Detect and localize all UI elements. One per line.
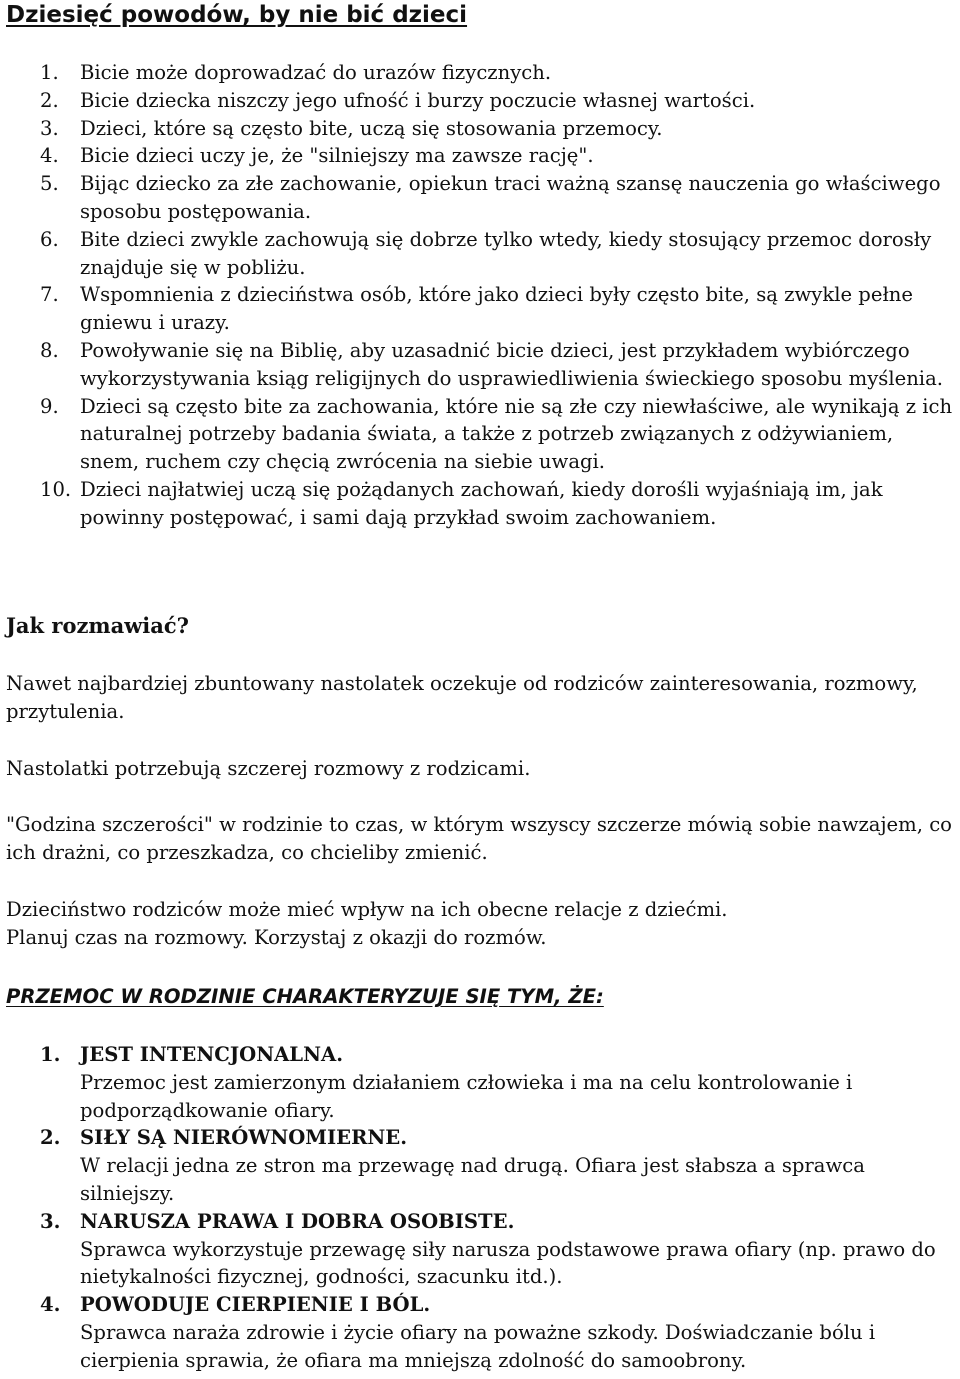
list-item (0, 1291, 960, 1374)
section-heading-jak-rozmawiac: Jak rozmawiać? (6, 613, 189, 638)
item-heading: SIŁY SĄ NIERÓWNOMIERNE. (80, 1126, 408, 1150)
list-item (0, 226, 960, 282)
item-number: 3. (40, 1209, 61, 1233)
item-text: Przemoc jest zamierzonym działaniem człowieka i ma na celu kontrolowanie i podporządkowanie ofiary. (80, 1070, 853, 1122)
list-item (0, 476, 960, 532)
item-text: Dzieci, które są często bite, uczą się stosowania przemocy. (80, 116, 663, 140)
item-text: Wspomnienia z dzieciństwa osób, które jako dzieci były często bite, są zwykle pełne gniewu i urazy. (80, 283, 914, 335)
list-item (0, 1041, 960, 1124)
item-text: Bite dzieci zwykle zachowują się dobrze tylko wtedy, kiedy stosujący przemoc dorosły znajduje się w pobliżu. (80, 227, 932, 279)
features-list (0, 1041, 960, 1375)
paragraph: Nawet najbardziej zbuntowany nastolatek oczekuje od rodziców zainteresowania, rozmowy, przytulenia. (6, 672, 918, 723)
list-item (0, 281, 960, 337)
paragraph: Nastolatki potrzebują szczerej rozmowy z rodzicami. (6, 757, 531, 780)
item-text: Bicie dzieci uczy je, że "silniejszy ma zawsze rację". (80, 144, 594, 168)
paragraph: "Godzina szczerości" w rodzinie to czas, w którym wszyscy szczerze mówią sobie nawzajem, co ich drażni, co przeszkadza, co chcieliby zmienić. (6, 813, 952, 864)
document-title: Dziesięć powodów, by nie bić dzieci (6, 2, 468, 28)
paragraph: Planuj czas na rozmowy. Korzystaj z okazji do rozmów. (6, 926, 547, 949)
item-number: 4. (40, 144, 59, 168)
item-text: Bijąc dziecko za złe zachowanie, opiekun traci ważną szansę nauczenia go właściwego sposobu postępowania. (80, 172, 941, 223)
list-item (0, 59, 960, 87)
list-item (0, 393, 960, 476)
item-heading: NARUSZA PRAWA I DOBRA OSOBISTE. (80, 1209, 515, 1233)
item-number: 9. (40, 394, 59, 418)
item-number: 7. (40, 283, 59, 307)
item-text: W relacji jedna ze stron ma przewagę nad drugą. Ofiara jest słabsza a sprawca silniejszy. (80, 1154, 865, 1205)
list-item (0, 1208, 960, 1291)
item-text: Bicie dziecka niszczy jego ufność i burzy poczucie własnej wartości. (80, 88, 756, 112)
item-text: Sprawca naraża zdrowie i życie ofiary na poważne szkody. Doświadczanie bólu i cierpienia sprawia, że ofiara ma mniejszą zdolność do samoobrony. (80, 1320, 876, 1372)
paragraph: Dzieciństwo rodziców może mieć wpływ na ich obecne relacje z dziećmi. (6, 898, 728, 921)
list-item (0, 87, 960, 115)
item-number: 6. (40, 227, 59, 251)
list-item (0, 115, 960, 143)
item-text: Sprawca wykorzystuje przewagę siły narusza podstawowe prawa ofiary (np. prawo do nietykalności fizycznej, godności, szacunku itd.). (80, 1237, 936, 1289)
section-heading-przemoc: PRZEMOC W RODZINIE CHARAKTERYZUJE SIĘ TYM, ŻE: (6, 985, 604, 1008)
item-heading: JEST INTENCJONALNA. (80, 1043, 344, 1066)
item-heading: POWODUJE CIERPIENIE I BÓL. (80, 1293, 431, 1317)
item-number: 10. (40, 477, 72, 501)
list-item (0, 170, 960, 226)
reasons-list (0, 59, 960, 532)
item-text: Bicie może doprowadzać do urazów fizycznych. (80, 61, 552, 84)
item-number: 2. (40, 1126, 61, 1150)
list-item (0, 337, 960, 393)
item-number: 3. (40, 116, 59, 140)
item-text: Powoływanie się na Biblię, aby uzasadnić bicie dzieci, jest przykładem wybiórczego wykorzystywania ksiąg religijnych do usprawiedliwienia świeckiego sposobu myślenia. (80, 338, 943, 390)
list-item (0, 142, 960, 170)
list-item (0, 1124, 960, 1207)
item-text: Dzieci są często bite za zachowania, które nie są złe czy niewłaściwe, ale wynikają z ich naturalnej potrzeby badania świata, a także z potrzeb związanych z odżywianiem, snem, ruchem czy chęcią zwrócenia na siebie uwagi. (80, 394, 953, 474)
item-number: 1. (40, 1043, 61, 1066)
item-number: 1. (40, 61, 59, 84)
item-number: 4. (40, 1293, 61, 1317)
item-text: Dzieci najłatwiej uczą się pożądanych zachowań, kiedy dorośli wyjaśniają im, jak powinny postępować, i sami dają przykład swoim zachowaniem. (80, 477, 883, 529)
item-number: 8. (40, 338, 59, 362)
item-number: 5. (40, 172, 59, 196)
item-number: 2. (40, 88, 59, 112)
